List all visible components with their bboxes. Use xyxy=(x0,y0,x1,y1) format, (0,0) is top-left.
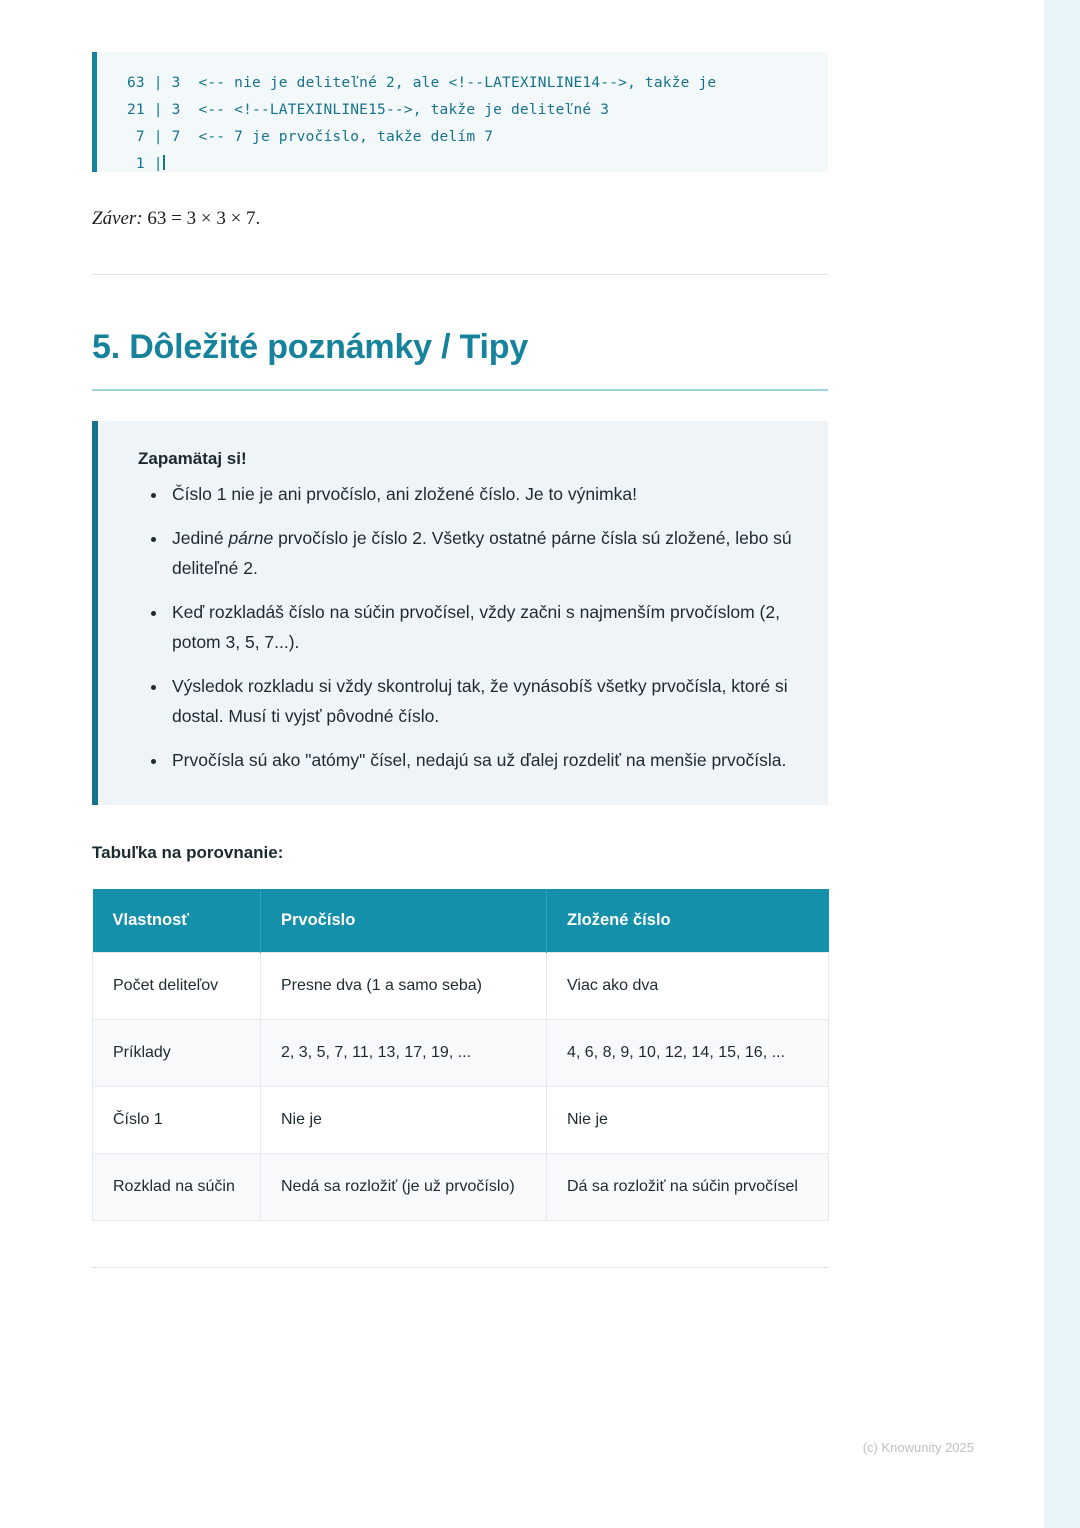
conclusion-label: Záver: xyxy=(92,208,143,229)
table-cell: Nie je xyxy=(261,1087,547,1154)
list-item: • Prvočísla sú ako "atómy" čísel, nedajú sa už ďalej rozdeliť na menšie prvočísla. xyxy=(168,745,794,775)
code-line: 63 | 3 <-- nie je deliteľné 2, ale <!--LATEXINLINE14-->, takže je xyxy=(127,75,717,91)
conclusion-line xyxy=(92,208,828,230)
table-header-row xyxy=(93,889,829,953)
table-cell: 4, 6, 8, 9, 10, 12, 14, 15, 16, ... xyxy=(547,1020,829,1087)
table-cell: Dá sa rozložiť na súčin prvočísel xyxy=(547,1154,829,1221)
list-item: • Výsledok rozkladu si vždy skontroluj tak, že vynásobíš všetky prvočísla, ktoré si dostal. Musí ti vyjsť pôvodné číslo. xyxy=(168,671,794,731)
list-item: • Keď rozkladáš číslo na súčin prvočísel, vždy začni s najmenším prvočíslom (2, potom 3, 5, 7...). xyxy=(168,597,794,657)
list-item-text-after: prvočíslo je číslo 2. Všetky ostatné párne čísla sú zložené, lebo sú deliteľné 2. xyxy=(172,528,792,578)
table-label: Tabuľka na porovnanie: xyxy=(92,843,284,862)
table-header-cell: Vlastnosť xyxy=(93,889,261,953)
section-heading-rule xyxy=(92,389,828,391)
list-item-text-before: Jediné xyxy=(172,528,229,548)
table-cell: Počet deliteľov xyxy=(93,953,261,1020)
divider xyxy=(92,274,828,275)
conclusion-text: 63 = 3 × 3 × 7. xyxy=(142,208,261,229)
table-row xyxy=(93,953,829,1020)
copyright-notice: (c) Knowunity 2025 xyxy=(862,1440,974,1455)
table-row xyxy=(93,1154,829,1221)
table-header-cell: Zložené číslo xyxy=(547,889,829,953)
page-edge-strip xyxy=(1044,0,1080,1528)
table-cell: Rozklad na súčin xyxy=(93,1154,261,1221)
bottom-divider xyxy=(92,1267,828,1268)
code-line: 21 | 3 <-- <!--LATEXINLINE15-->, takže je deliteľné 3 xyxy=(127,102,610,118)
table-cell: Číslo 1 xyxy=(93,1087,261,1154)
document-content xyxy=(92,0,828,1268)
table-cell: 2, 3, 5, 7, 11, 13, 17, 19, ... xyxy=(261,1020,547,1087)
table-cell: Nedá sa rozložiť (je už prvočíslo) xyxy=(261,1154,547,1221)
list-item-emphasis: párne xyxy=(228,528,274,548)
table-cell: Presne dva (1 a samo seba) xyxy=(261,953,547,1020)
list-item xyxy=(168,523,794,583)
table-header-cell: Prvočíslo xyxy=(261,889,547,953)
table-cell: Viac ako dva xyxy=(547,953,829,1020)
code-line: 1 | xyxy=(127,156,163,172)
code-caret xyxy=(163,155,165,170)
code-line: 7 | 7 <-- 7 je prvočíslo, takže delím 7 xyxy=(127,129,494,145)
list-item: • Číslo 1 nie je ani prvočíslo, ani zložené číslo. Je to výnimka! xyxy=(168,479,794,509)
callout-box xyxy=(92,421,828,805)
table-cell: Príklady xyxy=(93,1020,261,1087)
table-row xyxy=(93,1020,829,1087)
code-block xyxy=(92,52,828,172)
table-row xyxy=(93,1087,829,1154)
section-heading: 5. Dôležité poznámky / Tipy xyxy=(92,328,529,366)
table-cell: Nie je xyxy=(547,1087,829,1154)
callout-list xyxy=(138,479,794,775)
comparison-table xyxy=(92,889,829,1221)
callout-title: Zapamätaj si! xyxy=(138,449,247,468)
